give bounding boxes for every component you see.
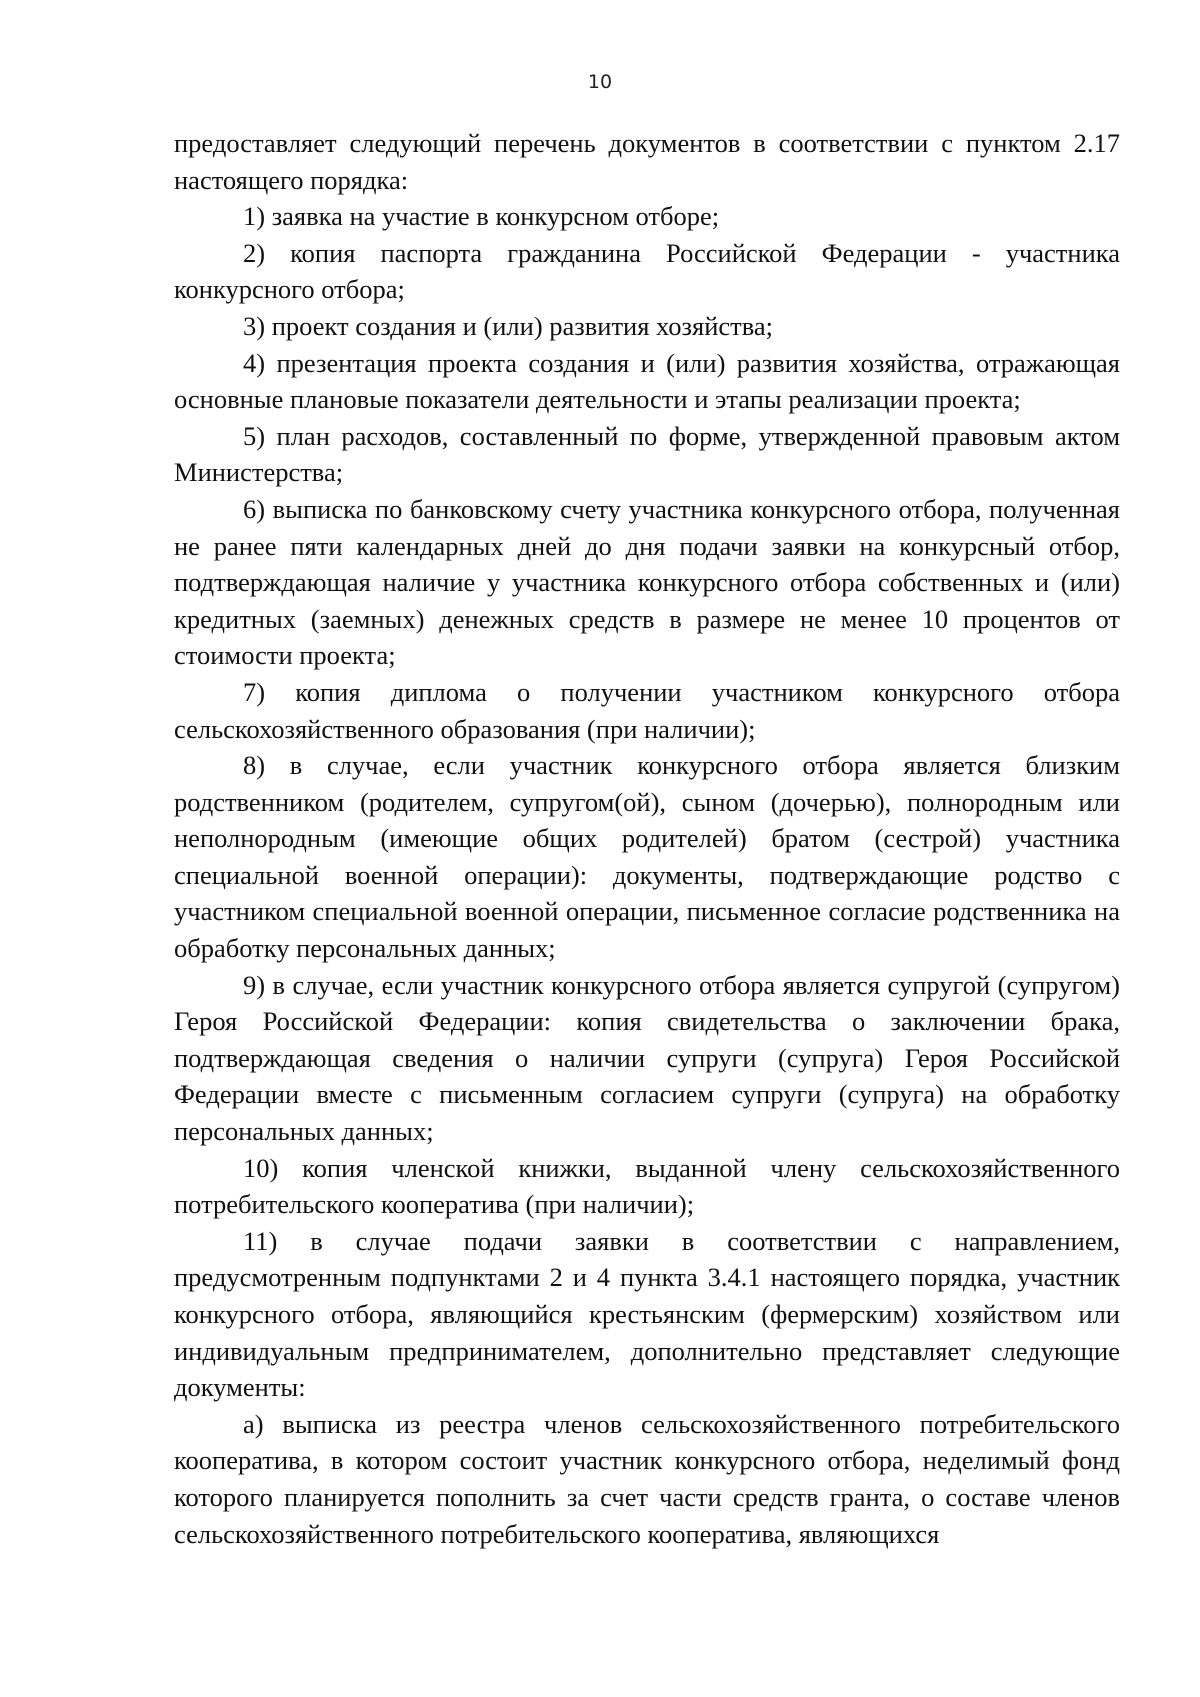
paragraph: предоставляет следующий перечень документов в соответствии с пунктом 2.17 настоящего порядка:: [174, 128, 1120, 195]
paragraph: 8) в случае, если участник конкурсного отбора является близким родственником (родителем, супругом(ой), сыном (дочерью), полнородным или неполнородным (имеющие общих родителей) братом (сестрой) участника специальной военной операции): документы, подтверждающие родство с участником специальной военной операции, письменное согласие родственника на обработку персональных данных;: [174, 750, 1120, 964]
paragraph: 11) в случае подачи заявки в соответствии с направлением, предусмотренным подпунктами 2 и 4 пункта 3.4.1 настоящего порядка, участник конкурсного отбора, являющийся крестьянским (фермерским) хозяйством или индивидуальным предпринимателем, дополнительно представляет следующие документы:: [174, 1225, 1120, 1403]
paragraph: 6) выписка по банковскому счету участника конкурсного отбора, полученная не ранее пяти календарных дней до дня подачи заявки на конкурсный отбор, подтверждающая наличие у участника конкурсного отбора собственных и (или) кредитных (заемных) денежных средств в размере не менее 10 процентов от стоимости проекта;: [174, 493, 1120, 671]
paragraph: 3) проект создания и (или) развития хозяйства;: [243, 310, 773, 341]
paragraph: 5) план расходов, составленный по форме, утвержденной правовым актом Министерства;: [174, 420, 1120, 488]
paragraph: 10) копия членской книжки, выданной члену сельскохозяйственного потребительского кооператива (при наличии);: [174, 1152, 1120, 1220]
paragraph: а) выписка из реестра членов сельскохозяйственного потребительского кооператива, в котором состоит участник конкурсного отбора, неделимый фонд которого планируется пополнить за счет части средств гранта, о составе членов сельскохозяйственного потребительского кооператива, являющихся: [174, 1408, 1120, 1549]
paragraph: 2) копия паспорта гражданина Российской Федерации - участника конкурсного отбора;: [174, 237, 1120, 305]
paragraph: 1) заявка на участие в конкурсном отборе;: [243, 201, 720, 232]
page-number: 10: [587, 71, 613, 93]
paragraph: 9) в случае, если участник конкурсного отбора является супругой (супругом) Героя Российской Федерации: копия свидетельства о заключении брака, подтверждающая сведения о наличии супруги (супруга) Героя Российской Федерации вместе с письменным согласием супруги (супруга) на обработку персональных данных;: [174, 969, 1120, 1147]
document-body: [174, 125, 1120, 1552]
paragraph: 4) презентация проекта создания и (или) развития хозяйства, отражающая основные плановые показатели деятельности и этапы реализации проекта;: [174, 347, 1120, 415]
paragraph: 7) копия диплома о получении участником конкурсного отбора сельскохозяйственного образования (при наличии);: [174, 676, 1120, 744]
